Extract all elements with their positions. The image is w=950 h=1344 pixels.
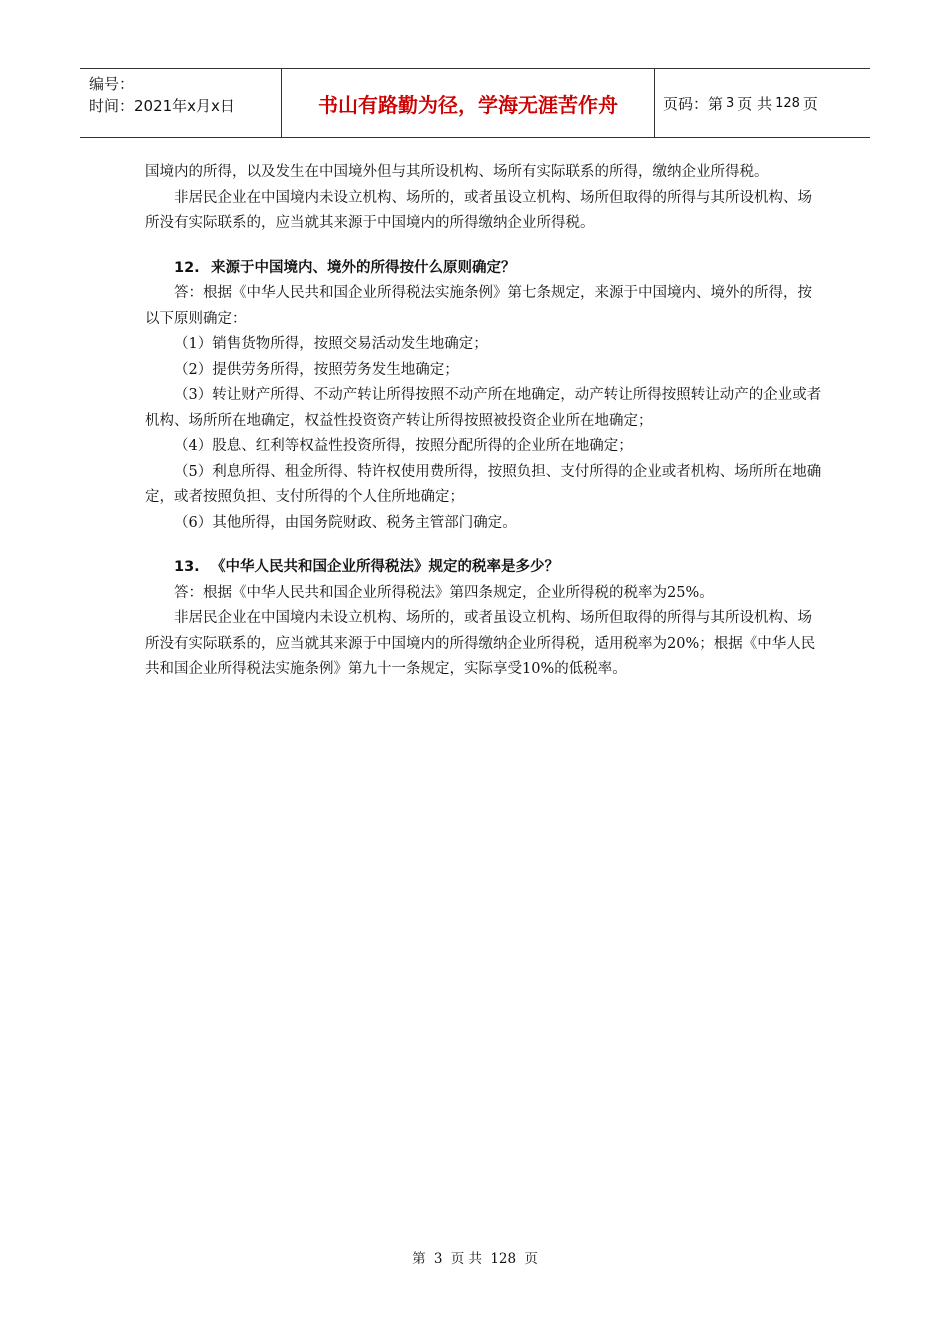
question-13-paragraph-2: 非居民企业在中国境内未设立机构、场所的，或者虽设立机构、场所但取得的所得与其所设机构、场所没有实际联系的，应当就其来源于中国境内的所得缴纳企业所得税，适用税率为20%；根据《中华人民共和国企业所得税法实施条例》第九十一条规定，实际享受10%的低税率。 [145,610,816,677]
question-13-title: 《中华人民共和国企业所得税法》规定的税率是多少？ [211,559,559,575]
intro-paragraph-1: 国境内的所得，以及发生在中国境外但与其所设机构、场所有实际联系的所得，缴纳企业所得税。 [145,164,769,180]
footer-prefix: 第 [412,1251,426,1267]
question-13-answer: 答：根据《中华人民共和国企业所得税法》第四条规定，企业所得税的税率为25%。 [174,584,714,601]
question-12-number: 12. [174,259,200,276]
header-page-info [655,69,870,137]
list-item: （5）利息所得、租金所得、特许权使用费所得，按照负担、支付所得的企业或者机构、场所所在地确定，或者按照负担、支付所得的个人住所地确定； [145,463,822,505]
list-item: （3）转让财产所得、不动产转让所得按照不动产所在地确定，动产转让所得按照转让动产的企业或者机构、场所所在地确定，权益性投资资产转让所得按照被投资企业所在地确定； [145,387,822,429]
list-item: （1）销售货物所得，按照交易活动发生地确定； [174,336,488,352]
question-12-answer: 答：根据《中华人民共和国企业所得税法实施条例》第七条规定，来源于中国境内、境外的所得，按以下原则确定： [145,285,812,327]
list-item: （4）股息、红利等权益性投资所得，按照分配所得的企业所在地确定； [174,438,633,454]
question-13-number: 13. [174,559,200,575]
list-item: （6）其他所得，由国务院财政、税务主管部门确定。 [174,514,517,531]
header-meta [80,69,282,137]
question-12-title: 来源于中国境内、境外的所得按什么原则确定？ [211,259,516,276]
header-page-mid: 页 共 [737,94,773,113]
intro-paragraph-2: 非居民企业在中国境内未设立机构、场所的，或者虽设立机构、场所但取得的所得与其所设机构、场所没有实际联系的，应当就其来源于中国境内的所得缴纳企业所得税。 [145,189,812,231]
document-body [145,160,825,683]
footer-mid: 页 共 [450,1251,483,1267]
header-page-current: 3 [726,95,735,111]
header-page-total: 128 [775,95,800,111]
question-12-heading [145,256,825,282]
footer-page-current: 3 [433,1251,443,1267]
document-date: 时间：2021年x月x日 [89,97,235,115]
question-13-heading [145,555,825,581]
document-number-label: 编号： [89,75,135,93]
header-page-suffix: 页 [802,94,818,113]
page-header [80,68,870,138]
list-item: （2）提供劳务所得，按照劳务发生地确定； [174,361,459,378]
header-motto: 书山有路勤为径，学海无涯苦作舟 [282,69,655,137]
page-footer [0,1247,950,1267]
footer-suffix: 页 [524,1251,538,1267]
footer-page-total: 128 [490,1251,517,1267]
header-page-prefix: 页码：第 [663,94,724,113]
